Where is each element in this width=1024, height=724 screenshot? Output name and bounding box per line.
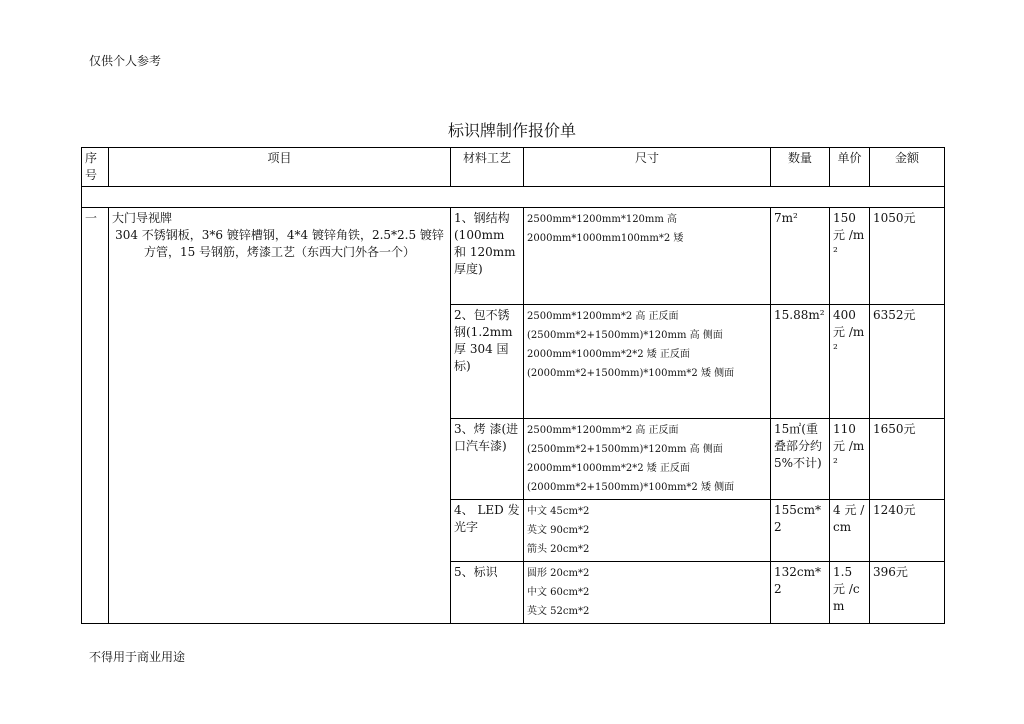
size-line: 2500mm*1200mm*2 高 正反面 [527, 425, 679, 436]
size-cell [524, 305, 771, 419]
amount-cell: 6352元 [870, 305, 945, 419]
header-row [82, 148, 945, 187]
document-title: 标识牌制作报价单 [447, 121, 576, 140]
amount-cell: 396元 [870, 562, 945, 624]
spacer-row [82, 187, 945, 208]
material-cell: 3、烤 漆(进口汽车漆) [451, 419, 524, 500]
size-line: 2000mm*1000mm100mm*2 矮 [527, 233, 684, 244]
price-cell: 400 元 /m² [830, 305, 870, 419]
material-cell: 2、包不锈钢(1.2mm 厚 304 国标) [451, 305, 524, 419]
material-cell: 1、钢结构(100mm 和 120mm 厚度) [451, 208, 524, 305]
size-line: 英文 52cm*2 [527, 606, 590, 617]
amount-cell: 1050元 [870, 208, 945, 305]
size-cell [524, 208, 771, 305]
size-line: 2500mm*1200mm*120mm 高 [527, 214, 678, 225]
col-header-qty: 数量 [771, 148, 830, 187]
size-cell [524, 562, 771, 624]
table-row [82, 208, 945, 305]
size-line: (2000mm*2+1500mm)*100mm*2 矮 侧面 [527, 482, 735, 493]
col-header-material: 材料工艺 [451, 148, 524, 187]
size-cell [524, 500, 771, 562]
size-line: (2500mm*2+1500mm)*120mm 高 侧面 [527, 444, 723, 455]
price-cell: 1.5 元 /cm [830, 562, 870, 624]
col-header-item: 项目 [109, 148, 451, 187]
item-name: 大门导视牌 [112, 211, 173, 225]
size-line: 中文 45cm*2 [527, 506, 590, 517]
size-line: 2000mm*1000mm*2*2 矮 正反面 [527, 349, 690, 360]
item-desc: 304 不锈钢板，3*6 镀锌槽钢，4*4 镀锌角铁，2.5*2.5 镀锌方管，15 号钢筋，烤漆工艺（东西大门外各一个） [115, 228, 444, 259]
size-cell [524, 419, 771, 500]
qty-cell: 15.88m² [771, 305, 830, 419]
quote-table [81, 147, 945, 624]
col-header-amount: 金额 [870, 148, 945, 187]
item-cell [109, 208, 451, 624]
item-seq: 一 [82, 208, 109, 624]
size-line: 2000mm*1000mm*2*2 矮 正反面 [527, 463, 690, 474]
col-header-size: 尺寸 [524, 148, 771, 187]
material-cell: 4、 LED 发光字 [451, 500, 524, 562]
material-cell: 5、标识 [451, 562, 524, 624]
qty-cell: 15㎡(重叠部分约 5%不计) [771, 419, 830, 500]
size-line: (2500mm*2+1500mm)*120mm 高 侧面 [527, 330, 723, 341]
size-line: 英文 90cm*2 [527, 525, 590, 536]
size-line: (2000mm*2+1500mm)*100mm*2 矮 侧面 [527, 368, 735, 379]
size-line: 中文 60cm*2 [527, 587, 590, 598]
qty-cell: 7m² [771, 208, 830, 305]
header-note: 仅供个人参考 [89, 54, 162, 68]
size-line: 箭头 20cm*2 [527, 544, 590, 555]
qty-cell: 155cm*2 [771, 500, 830, 562]
price-cell: 110 元 /m² [830, 419, 870, 500]
size-line: 2500mm*1200mm*2 高 正反面 [527, 311, 679, 322]
col-header-seq: 序号 [82, 148, 109, 187]
size-line: 圆形 20cm*2 [527, 568, 590, 579]
spacer-cell [82, 187, 945, 208]
amount-cell: 1650元 [870, 419, 945, 500]
amount-cell: 1240元 [870, 500, 945, 562]
price-cell: 150 元 /m² [830, 208, 870, 305]
qty-cell: 132cm*2 [771, 562, 830, 624]
footer-note: 不得用于商业用途 [89, 650, 186, 664]
price-cell: 4 元 /cm [830, 500, 870, 562]
col-header-price: 单价 [830, 148, 870, 187]
